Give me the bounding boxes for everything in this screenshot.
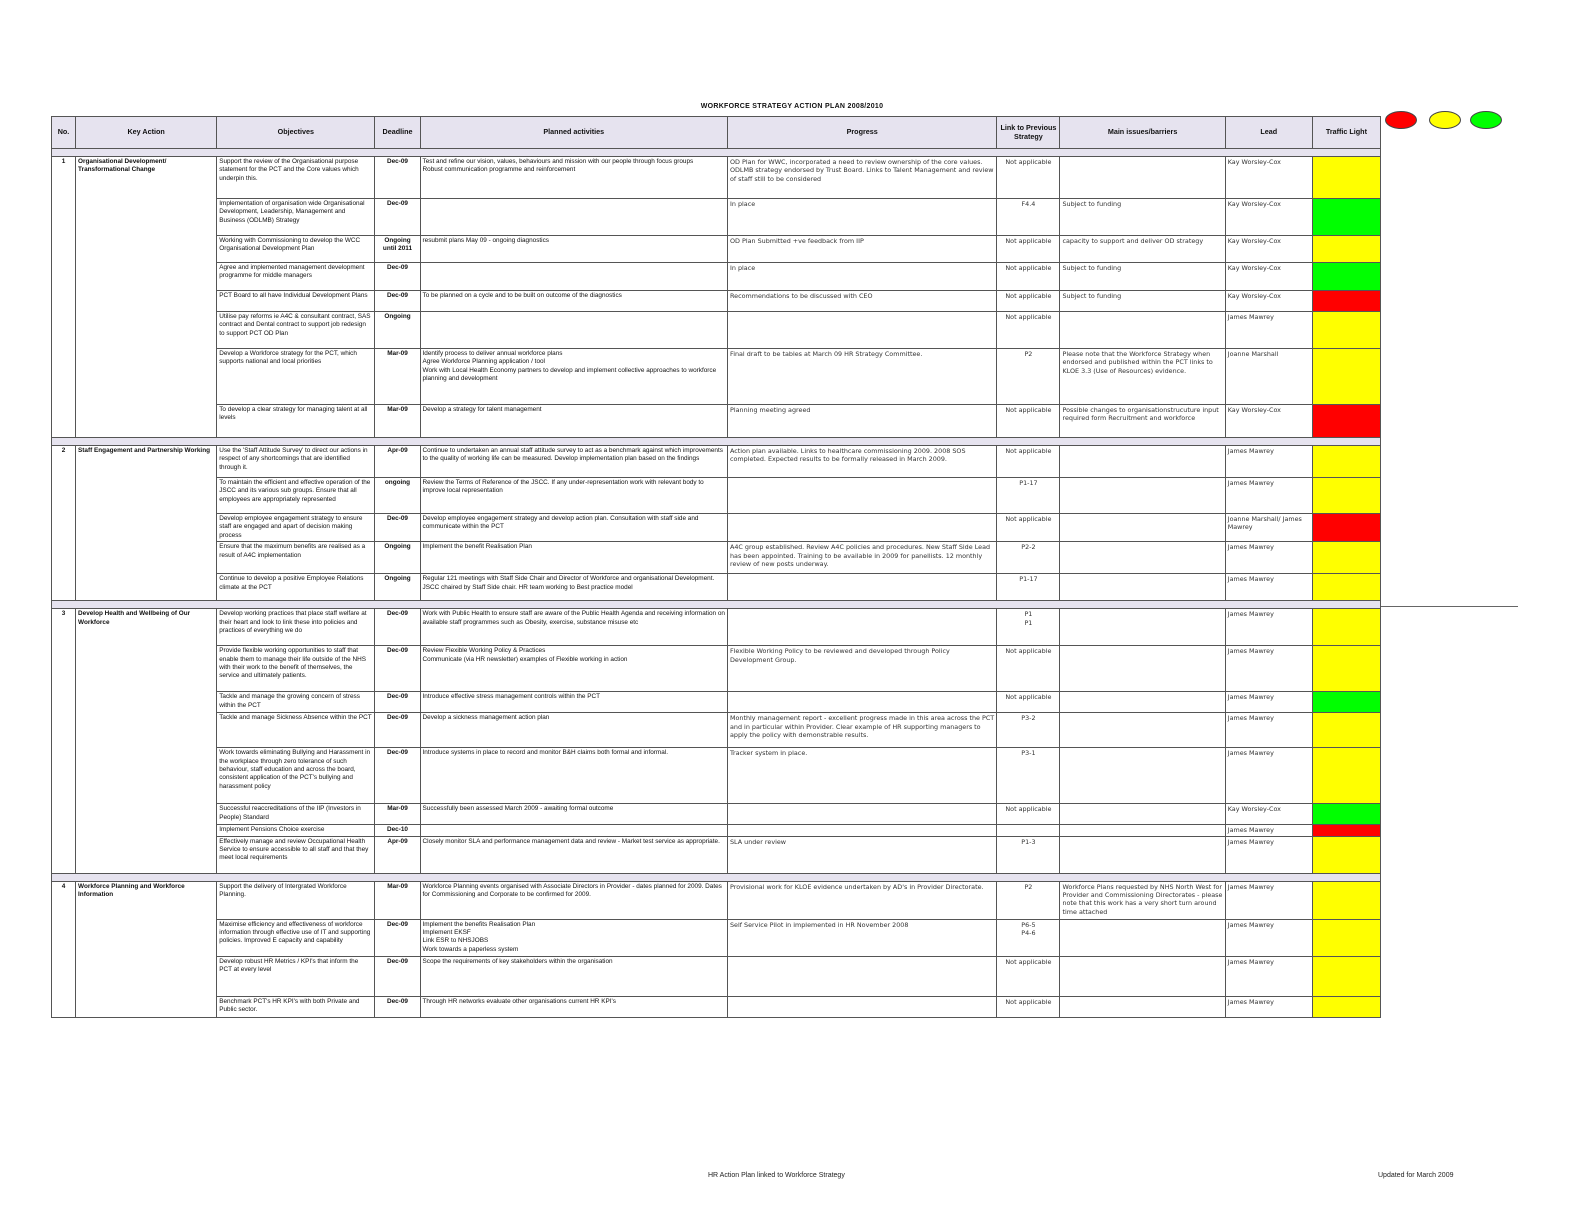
activities-cell: To be planned on a cycle and to be built on outcome of the diagnostics bbox=[420, 291, 727, 312]
section-spacer bbox=[52, 873, 1381, 881]
link-cell: P2-2 bbox=[997, 542, 1060, 574]
deadline-cell: Mar-09 bbox=[375, 881, 420, 919]
activities-cell: Introduce systems in place to record and monitor B&H claims both formal and informal. bbox=[420, 748, 727, 804]
activities-cell bbox=[420, 199, 727, 236]
deadline-cell: Dec-09 bbox=[375, 713, 420, 748]
objective-cell: To maintain the efficient and effective operation of the JSCC and its various sub groups. Ensure that all employees are appropriately represented bbox=[217, 478, 375, 514]
lead-cell: James Mawrey bbox=[1225, 713, 1312, 748]
progress-cell: In place bbox=[727, 199, 996, 236]
link-cell: Not applicable bbox=[997, 446, 1060, 478]
traffic-light-cell bbox=[1312, 609, 1380, 646]
activities-cell: Regular 121 meetings with Staff Side Chair and Director of Workforce and organisational Development. JSCC chaired by Staff Side chair. HR team working to Best practice model bbox=[420, 574, 727, 601]
section-number: 2 bbox=[52, 446, 76, 601]
traffic-light-cell bbox=[1312, 312, 1380, 349]
link-cell bbox=[997, 825, 1060, 836]
issues-cell: Workforce Plans requested by NHS North West for Provider and Commissioning Directorates - please note that this work has a very short turn around time attached bbox=[1060, 881, 1225, 919]
progress-cell: SLA under review bbox=[727, 836, 996, 873]
issues-cell bbox=[1060, 609, 1225, 646]
table-body bbox=[52, 149, 1381, 1018]
footer-right: Updated for March 2009 bbox=[1378, 1172, 1454, 1179]
section-number: 3 bbox=[52, 609, 76, 873]
lead-cell: Kay Worsley-Cox bbox=[1225, 291, 1312, 312]
table-row bbox=[52, 713, 1381, 748]
traffic-light-cell bbox=[1312, 692, 1380, 713]
traffic-light-cell bbox=[1312, 574, 1380, 601]
issues-cell bbox=[1060, 748, 1225, 804]
lead-cell: James Mawrey bbox=[1225, 574, 1312, 601]
deadline-cell: Dec-09 bbox=[375, 996, 420, 1017]
issues-cell: Subject to funding bbox=[1060, 291, 1225, 312]
action-plan-table bbox=[51, 116, 1381, 1018]
issues-cell: Subject to funding bbox=[1060, 263, 1225, 291]
col-header-objectives: Objectives bbox=[217, 117, 375, 149]
activities-cell: Workforce Planning events organised with Associate Directors in Provider - dates planned for 2009. Dates for Commissioning and Corporate to be confirmed for 2009. bbox=[420, 881, 727, 919]
col-header-traffic-light: Traffic Light bbox=[1312, 117, 1380, 149]
link-cell: Not applicable bbox=[997, 514, 1060, 542]
deadline-cell: Dec-09 bbox=[375, 157, 420, 199]
lead-cell: Kay Worsley-Cox bbox=[1225, 236, 1312, 263]
table-row bbox=[52, 291, 1381, 312]
issues-cell bbox=[1060, 996, 1225, 1017]
lead-cell: James Mawrey bbox=[1225, 609, 1312, 646]
activities-cell: Scope the requirements of key stakeholders within the organisation bbox=[420, 956, 727, 996]
objective-cell: Support the review of the Organisational purpose statement for the PCT and the Core values which underpin this. bbox=[217, 157, 375, 199]
link-cell: Not applicable bbox=[997, 646, 1060, 692]
col-header-progress: Progress bbox=[727, 117, 996, 149]
activities-cell bbox=[420, 825, 727, 836]
link-cell: P1-17 bbox=[997, 574, 1060, 601]
table-row bbox=[52, 836, 1381, 873]
traffic-light-cell bbox=[1312, 804, 1380, 825]
activities-cell: Continue to undertaken an annual staff attitude survey to act as a benchmark against which improvements to the quality of working life can be measured. Develop implementation plan based on the findings bbox=[420, 446, 727, 478]
traffic-light-cell bbox=[1312, 199, 1380, 236]
objective-cell: Ensure that the maximum benefits are realised as a result of A4C implementation bbox=[217, 542, 375, 574]
link-cell: Not applicable bbox=[997, 405, 1060, 438]
deadline-cell: Ongoing bbox=[375, 542, 420, 574]
deadline-cell: Ongoing until 2011 bbox=[375, 236, 420, 263]
activities-cell: Closely monitor SLA and performance management data and review - Market test service as appropriate. bbox=[420, 836, 727, 873]
col-header-lead: Lead bbox=[1225, 117, 1312, 149]
issues-cell bbox=[1060, 919, 1225, 956]
table-row bbox=[52, 804, 1381, 825]
deadline-cell: Ongoing bbox=[375, 312, 420, 349]
table-row bbox=[52, 478, 1381, 514]
activities-cell: Successfully been assessed March 2009 - awaiting formal outcome bbox=[420, 804, 727, 825]
issues-cell bbox=[1060, 646, 1225, 692]
table-row bbox=[52, 446, 1381, 478]
lead-cell: Kay Worsley-Cox bbox=[1225, 804, 1312, 825]
section-spacer bbox=[52, 149, 1381, 157]
activities-cell: Review the Terms of Reference of the JSCC. If any under-representation work with relevant body to improve local representation bbox=[420, 478, 727, 514]
deadline-cell: Dec-09 bbox=[375, 748, 420, 804]
issues-cell bbox=[1060, 446, 1225, 478]
lead-cell: Kay Worsley-Cox bbox=[1225, 263, 1312, 291]
objective-cell: Working with Commissioning to develop the WCC Organisational Development Plan bbox=[217, 236, 375, 263]
link-cell: Not applicable bbox=[997, 236, 1060, 263]
table-row bbox=[52, 574, 1381, 601]
objective-cell: Implementation of organisation wide Organisational Development, Leadership, Management and Business (ODLMB) Strategy bbox=[217, 199, 375, 236]
objective-cell: Successful reaccreditations of the IIP (Investors in People) Standard bbox=[217, 804, 375, 825]
progress-cell bbox=[727, 478, 996, 514]
traffic-light-cell bbox=[1312, 236, 1380, 263]
traffic-light-cell bbox=[1312, 542, 1380, 574]
table-row bbox=[52, 692, 1381, 713]
lead-cell: Joanne Marshall/ James Mawrey bbox=[1225, 514, 1312, 542]
deadline-cell: Dec-09 bbox=[375, 692, 420, 713]
progress-cell: Planning meeting agreed bbox=[727, 405, 996, 438]
table-row bbox=[52, 514, 1381, 542]
header-row bbox=[52, 117, 1381, 149]
table-row bbox=[52, 825, 1381, 836]
table-row bbox=[52, 748, 1381, 804]
link-cell: Not applicable bbox=[997, 692, 1060, 713]
table-row bbox=[52, 157, 1381, 199]
issues-cell bbox=[1060, 956, 1225, 996]
progress-cell bbox=[727, 574, 996, 601]
progress-cell bbox=[727, 514, 996, 542]
issues-cell: Subject to funding bbox=[1060, 199, 1225, 236]
table-row bbox=[52, 349, 1381, 405]
issues-cell bbox=[1060, 836, 1225, 873]
progress-cell: A4C group established. Review A4C policies and procedures. New Staff Side Lead has been appointed. Training to be available in 2009 for panellists. 12 monthly review of new posts underway. bbox=[727, 542, 996, 574]
link-cell: F4.4 bbox=[997, 199, 1060, 236]
traffic-light-cell bbox=[1312, 405, 1380, 438]
table-row bbox=[52, 236, 1381, 263]
deadline-cell: Ongoing bbox=[375, 574, 420, 601]
link-cell: Not applicable bbox=[997, 996, 1060, 1017]
link-cell: Not applicable bbox=[997, 312, 1060, 349]
link-cell: Not applicable bbox=[997, 263, 1060, 291]
progress-cell bbox=[727, 609, 996, 646]
deadline-cell: Dec-09 bbox=[375, 919, 420, 956]
activities-cell bbox=[420, 312, 727, 349]
lead-cell: James Mawrey bbox=[1225, 312, 1312, 349]
col-header-link: Link to Previous Strategy bbox=[997, 117, 1060, 149]
progress-cell: Recommendations to be discussed with CEO bbox=[727, 291, 996, 312]
activities-cell: Develop a sickness management action plan bbox=[420, 713, 727, 748]
issues-cell bbox=[1060, 692, 1225, 713]
traffic-light-cell bbox=[1312, 263, 1380, 291]
activities-cell: Develop a strategy for talent management bbox=[420, 405, 727, 438]
col-header-key-action: Key Action bbox=[76, 117, 217, 149]
link-cell: Not applicable bbox=[997, 804, 1060, 825]
issues-cell: capacity to support and deliver OD strategy bbox=[1060, 236, 1225, 263]
table-row bbox=[52, 956, 1381, 996]
issues-cell bbox=[1060, 574, 1225, 601]
issues-cell bbox=[1060, 157, 1225, 199]
section-spacer-cell bbox=[52, 601, 1381, 609]
lead-cell: Kay Worsley-Cox bbox=[1225, 199, 1312, 236]
issues-cell: Please note that the Workforce Strategy when endorsed and published within the PCT links to KLOE 3.3 (Use of Resources) evidence. bbox=[1060, 349, 1225, 405]
issues-cell bbox=[1060, 514, 1225, 542]
progress-cell: Self Service Pilot in implemented in HR November 2008 bbox=[727, 919, 996, 956]
table-row bbox=[52, 542, 1381, 574]
objective-cell: Utilise pay reforms ie A4C & consultant contract, SAS contract and Dental contract to support job redesign to support PCT OD Plan bbox=[217, 312, 375, 349]
table-row bbox=[52, 996, 1381, 1017]
progress-cell bbox=[727, 692, 996, 713]
progress-cell: Flexible Working Policy to be reviewed and developed through Policy Development Group. bbox=[727, 646, 996, 692]
key-action-cell: Develop Health and Wellbeing of Our Workforce bbox=[76, 609, 217, 873]
traffic-light-cell bbox=[1312, 514, 1380, 542]
activities-cell: resubmit plans May 09 - ongoing diagnostics bbox=[420, 236, 727, 263]
objective-cell: Develop robust HR Metrics / KPI's that inform the PCT at every level bbox=[217, 956, 375, 996]
progress-cell: Monthly management report - excellent progress made in this area across the PCT and in particular within Provider. Clear example of HR supporting managers to apply the policy with demonstrable results. bbox=[727, 713, 996, 748]
traffic-light-cell bbox=[1312, 956, 1380, 996]
link-cell: P1 P1 bbox=[997, 609, 1060, 646]
lead-cell: James Mawrey bbox=[1225, 478, 1312, 514]
issues-cell bbox=[1060, 825, 1225, 836]
table-row bbox=[52, 609, 1381, 646]
page-title: WORKFORCE STRATEGY ACTION PLAN 2008/2010 bbox=[700, 103, 884, 110]
progress-cell: Final draft to be tables at March 09 HR Strategy Committee. bbox=[727, 349, 996, 405]
objective-cell: Support the delivery of Intergrated Workforce Planning. bbox=[217, 881, 375, 919]
section-number: 4 bbox=[52, 881, 76, 1017]
deadline-cell: Dec-10 bbox=[375, 825, 420, 836]
lead-cell: James Mawrey bbox=[1225, 956, 1312, 996]
link-cell: Not applicable bbox=[997, 956, 1060, 996]
section-spacer bbox=[52, 601, 1381, 609]
progress-cell bbox=[727, 312, 996, 349]
link-cell: P6-5 P4-6 bbox=[997, 919, 1060, 956]
lead-cell: James Mawrey bbox=[1225, 919, 1312, 956]
objective-cell: PCT Board to all have Individual Development Plans bbox=[217, 291, 375, 312]
objective-cell: Develop working practices that place staff welfare at their heart and look to link these into policies and practices of everything we do bbox=[217, 609, 375, 646]
objective-cell: Use the 'Staff Attitude Survey' to direct our actions in respect of any shortcomings that are identified through it. bbox=[217, 446, 375, 478]
lead-cell: James Mawrey bbox=[1225, 748, 1312, 804]
traffic-light-cell bbox=[1312, 713, 1380, 748]
link-cell: P1-3 bbox=[997, 836, 1060, 873]
footer-center: HR Action Plan linked to Workforce Strategy bbox=[708, 1172, 845, 1179]
traffic-light-cell bbox=[1312, 881, 1380, 919]
lead-cell: James Mawrey bbox=[1225, 825, 1312, 836]
deadline-cell: Apr-09 bbox=[375, 446, 420, 478]
table-row bbox=[52, 881, 1381, 919]
lead-cell: James Mawrey bbox=[1225, 996, 1312, 1017]
section-spacer-cell bbox=[52, 149, 1381, 157]
issues-cell bbox=[1060, 713, 1225, 748]
progress-cell bbox=[727, 804, 996, 825]
objective-cell: Work towards eliminating Bullying and Harassment in the workplace through zero tolerance of such behaviour, staff education and across the board, consistent application of the PCT's bullying and harassment policy bbox=[217, 748, 375, 804]
link-cell: P3-2 bbox=[997, 713, 1060, 748]
traffic-light-cell bbox=[1312, 349, 1380, 405]
progress-cell bbox=[727, 996, 996, 1017]
issues-cell: Possible changes to organisationstrucuture input required form Recruitment and workforce bbox=[1060, 405, 1225, 438]
progress-cell: OD Plan Submitted +ve feedback from IIP bbox=[727, 236, 996, 263]
objective-cell: Continue to develop a positive Employee Relations climate at the PCT bbox=[217, 574, 375, 601]
objective-cell: To develop a clear strategy for managing talent at all levels bbox=[217, 405, 375, 438]
col-header-issues: Main issues/barriers bbox=[1060, 117, 1225, 149]
progress-cell: Provisional work for KLOE evidence undertaken by AD's in Provider Directorate. bbox=[727, 881, 996, 919]
traffic-light-cell bbox=[1312, 646, 1380, 692]
deadline-cell: Apr-09 bbox=[375, 836, 420, 873]
traffic-light-cell bbox=[1312, 825, 1380, 836]
lead-cell: James Mawrey bbox=[1225, 836, 1312, 873]
traffic-light-cell bbox=[1312, 446, 1380, 478]
legend-green-dot bbox=[1470, 111, 1502, 129]
col-header-deadline: Deadline bbox=[375, 117, 420, 149]
traffic-light-cell bbox=[1312, 919, 1380, 956]
objective-cell: Benchmark PCT's HR KPI's with both Private and Public sector. bbox=[217, 996, 375, 1017]
objective-cell: Develop employee engagement strategy to ensure staff are engaged and apart of decision making process bbox=[217, 514, 375, 542]
section-number: 1 bbox=[52, 157, 76, 438]
deadline-cell: Dec-09 bbox=[375, 514, 420, 542]
deadline-cell: Dec-09 bbox=[375, 956, 420, 996]
legend-red-dot bbox=[1385, 111, 1417, 129]
divider-line bbox=[1381, 606, 1518, 607]
traffic-light-cell bbox=[1312, 291, 1380, 312]
activities-cell: Review Flexible Working Policy & Practices Communicate (via HR newsletter) examples of Flexible working in action bbox=[420, 646, 727, 692]
objective-cell: Provide flexible working opportunities to staff that enable them to manage their life outside of the NHS with their work to the benefit of themselves, the service and ultimately patients. bbox=[217, 646, 375, 692]
link-cell: P2 bbox=[997, 349, 1060, 405]
activities-cell: Work with Public Health to ensure staff are aware of the Public Health Agenda and receiving information on available staff programmes such as Obesity, exercise, substance misuse etc bbox=[420, 609, 727, 646]
lead-cell: James Mawrey bbox=[1225, 881, 1312, 919]
objective-cell: Effectively manage and review Occupational Health Service to ensure accessible to all staff and that they meet local requirements bbox=[217, 836, 375, 873]
activities-cell: Implement the benefit Realisation Plan bbox=[420, 542, 727, 574]
deadline-cell: Dec-09 bbox=[375, 199, 420, 236]
link-cell: Not applicable bbox=[997, 157, 1060, 199]
objective-cell: Tackle and manage Sickness Absence within the PCT bbox=[217, 713, 375, 748]
progress-cell: Action plan available. Links to healthcare commissioning 2009. 2008 SOS completed. Expected results to be formally released in March 2009. bbox=[727, 446, 996, 478]
table-row bbox=[52, 405, 1381, 438]
col-header-no: No. bbox=[52, 117, 76, 149]
activities-cell: Identify process to deliver annual workforce plans Agree Workforce Planning application / tool Work with Local Health Economy partners to develop and implement collective approaches to workforce planning and development bbox=[420, 349, 727, 405]
link-cell: P2 bbox=[997, 881, 1060, 919]
activities-cell: Test and refine our vision, values, behaviours and mission with our people through focus groups Robust communication programme and reinforcement bbox=[420, 157, 727, 199]
objective-cell: Maximise efficiency and effectiveness of workforce information through effective use of IT and supporting policies. Improved E capacity and capability bbox=[217, 919, 375, 956]
progress-cell bbox=[727, 825, 996, 836]
objective-cell: Tackle and manage the growing concern of stress within the PCT bbox=[217, 692, 375, 713]
deadline-cell: Dec-09 bbox=[375, 291, 420, 312]
col-header-planned-activities: Planned activities bbox=[420, 117, 727, 149]
link-cell: P1-17 bbox=[997, 478, 1060, 514]
link-cell: Not applicable bbox=[997, 291, 1060, 312]
traffic-light-cell bbox=[1312, 996, 1380, 1017]
key-action-cell: Organisational Development/ Transformational Change bbox=[76, 157, 217, 438]
lead-cell: James Mawrey bbox=[1225, 542, 1312, 574]
legend-yellow-dot bbox=[1429, 111, 1461, 129]
lead-cell: Joanne Marshall bbox=[1225, 349, 1312, 405]
issues-cell bbox=[1060, 804, 1225, 825]
table-row bbox=[52, 263, 1381, 291]
deadline-cell: Mar-09 bbox=[375, 405, 420, 438]
traffic-light-cell bbox=[1312, 157, 1380, 199]
lead-cell: James Mawrey bbox=[1225, 646, 1312, 692]
lead-cell: Kay Worsley-Cox bbox=[1225, 405, 1312, 438]
lead-cell: James Mawrey bbox=[1225, 692, 1312, 713]
activities-cell: Develop employee engagement strategy and develop action plan. Consultation with staff side and communicate within the PCT bbox=[420, 514, 727, 542]
lead-cell: Kay Worsley-Cox bbox=[1225, 157, 1312, 199]
activities-cell: Introduce effective stress management controls within the PCT bbox=[420, 692, 727, 713]
table-row bbox=[52, 199, 1381, 236]
key-action-cell: Staff Engagement and Partnership Working bbox=[76, 446, 217, 601]
traffic-light-cell bbox=[1312, 748, 1380, 804]
deadline-cell: Dec-09 bbox=[375, 609, 420, 646]
issues-cell bbox=[1060, 312, 1225, 349]
table-row bbox=[52, 312, 1381, 349]
table-row bbox=[52, 919, 1381, 956]
deadline-cell: Mar-09 bbox=[375, 349, 420, 405]
activities-cell: Through HR networks evaluate other organisations current HR KPI's bbox=[420, 996, 727, 1017]
traffic-light-cell bbox=[1312, 836, 1380, 873]
issues-cell bbox=[1060, 478, 1225, 514]
deadline-cell: Mar-09 bbox=[375, 804, 420, 825]
deadline-cell: Dec-09 bbox=[375, 263, 420, 291]
activities-cell: Implement the benefits Realisation Plan Implement EKSF Link ESR to NHSJOBS Work towards a paperless system bbox=[420, 919, 727, 956]
activities-cell bbox=[420, 263, 727, 291]
lead-cell: James Mawrey bbox=[1225, 446, 1312, 478]
progress-cell: Tracker system in place. bbox=[727, 748, 996, 804]
deadline-cell: ongoing bbox=[375, 478, 420, 514]
progress-cell: In place bbox=[727, 263, 996, 291]
link-cell: P3-1 bbox=[997, 748, 1060, 804]
progress-cell bbox=[727, 956, 996, 996]
section-spacer-cell bbox=[52, 438, 1381, 446]
section-spacer bbox=[52, 438, 1381, 446]
objective-cell: Agree and implemented management development programme for middle managers bbox=[217, 263, 375, 291]
table-row bbox=[52, 646, 1381, 692]
objective-cell: Develop a Workforce strategy for the PCT, which supports national and local priorities bbox=[217, 349, 375, 405]
deadline-cell: Dec-09 bbox=[375, 646, 420, 692]
objective-cell: Implement Pensions Choice exercise bbox=[217, 825, 375, 836]
traffic-light-cell bbox=[1312, 478, 1380, 514]
progress-cell: OD Plan for WWC, incorporated a need to review ownership of the core values. ODLMB strategy endorsed by Trust Board. Links to Talent Management and review of staff still to be considered bbox=[727, 157, 996, 199]
key-action-cell: Workforce Planning and Workforce Information bbox=[76, 881, 217, 1017]
section-spacer-cell bbox=[52, 873, 1381, 881]
issues-cell bbox=[1060, 542, 1225, 574]
